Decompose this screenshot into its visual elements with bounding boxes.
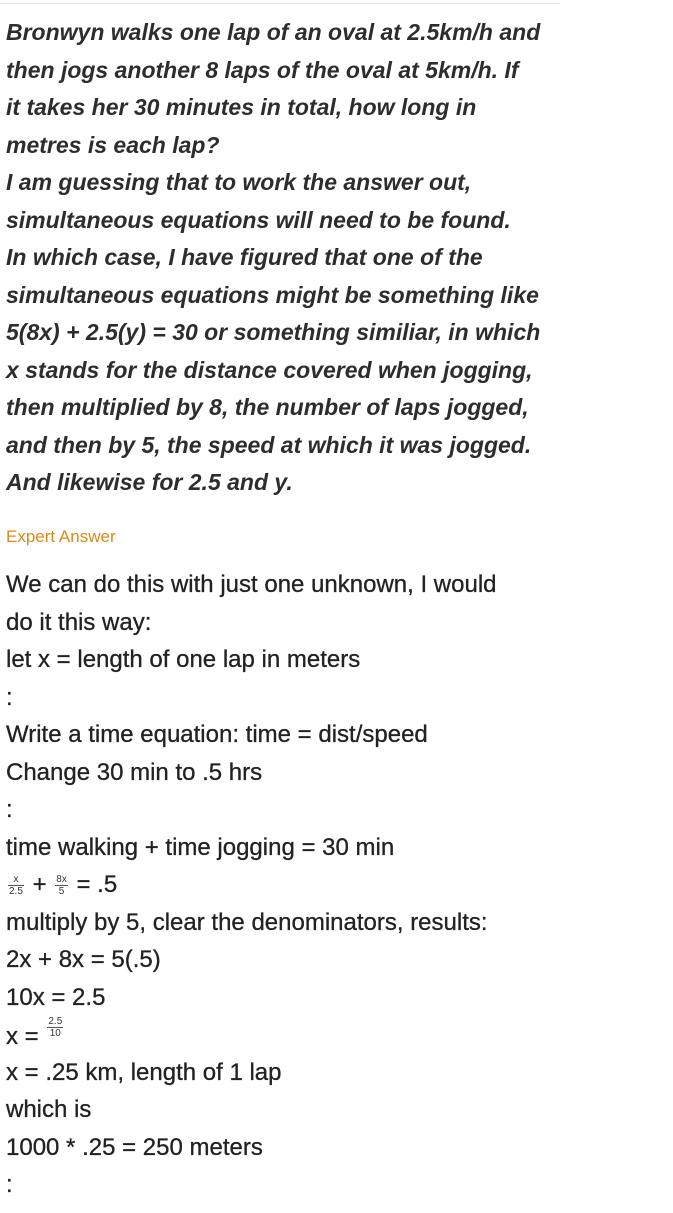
plus-sign: + — [32, 871, 47, 898]
answer-line: : — [6, 796, 13, 823]
question-line: metres is each lap? — [6, 131, 220, 158]
fraction-numerator: 2.5 — [48, 1016, 63, 1027]
answer-line: : — [6, 1171, 13, 1198]
answer-line: 2x + 8x = 5(.5) — [6, 946, 161, 973]
question-line: And likewise for 2.5 and y. — [6, 469, 293, 495]
fraction-denominator: 10 — [49, 1028, 61, 1039]
question-line: x stands for the distance covered when jogging, — [6, 356, 533, 383]
question-line: it takes her 30 minutes in total, how long in — [6, 94, 477, 120]
fraction-numerator: 8x — [56, 874, 67, 886]
equation-rhs: = .5 — [76, 871, 118, 898]
fraction-jog — [55, 874, 68, 897]
x-equation — [6, 1016, 606, 1054]
answer-line: Change 30 min to .5 hrs — [6, 758, 263, 786]
fraction-denominator: 2.5 — [9, 886, 23, 898]
answer-line: time walking + time jogging = 30 min — [6, 833, 395, 861]
answer-line: x = .25 km, length of 1 lap — [6, 1058, 282, 1086]
answer-line: We can do this with just one unknown, I would — [6, 571, 497, 598]
question-line: then multiplied by 8, the number of laps jogged, — [6, 394, 529, 420]
question-line: simultaneous equations might be something like — [6, 281, 539, 308]
answer-line: 1000 * .25 = 250 meters — [6, 1133, 263, 1161]
question-line: 5(8x) + 2.5(y) = 30 or something similiar, in which — [6, 319, 541, 345]
answer-line: 10x = 2.5 — [6, 983, 106, 1011]
question-line: I am guessing that to work the answer out, — [6, 169, 472, 195]
expert-answer-label: Expert Answer — [6, 527, 116, 546]
question-line: then jogs another 8 laps of the oval at 5km/h. If — [6, 56, 519, 83]
answer-line: : — [6, 683, 13, 711]
answer-line: which is — [6, 1096, 92, 1123]
question-line: Bronwyn walks one lap of an oval at 2.5km/h and — [6, 19, 541, 45]
question-line: and then by 5, the speed at which it was jogged. — [6, 431, 532, 458]
answer-line: do it this way: — [6, 608, 152, 636]
answer-body — [6, 566, 606, 1204]
answer-line: let x = length of one lap in meters — [6, 646, 361, 673]
fraction-x — [47, 1016, 63, 1039]
question-line: In which case, I have figured that one of the — [6, 244, 483, 270]
question-text — [6, 14, 566, 502]
fraction-denominator: 5 — [58, 886, 65, 898]
fraction-walk — [8, 874, 24, 897]
equation-lhs: x = — [6, 1023, 39, 1050]
top-divider — [0, 3, 560, 4]
fraction-numerator: x — [8, 874, 24, 886]
answer-line: Write a time equation: time = dist/speed — [6, 721, 428, 748]
question-line: simultaneous equations will need to be found. — [6, 206, 511, 233]
answer-line: multiply by 5, clear the denominators, results: — [6, 908, 488, 936]
time-equation — [6, 866, 606, 904]
